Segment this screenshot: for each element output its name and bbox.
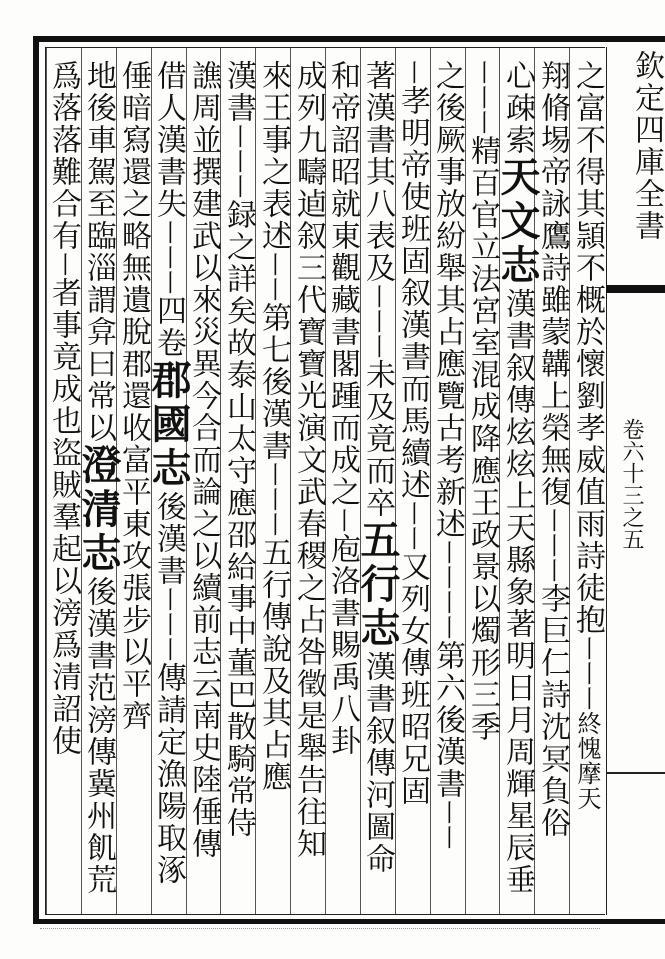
column-text: 者事竟成也: [46, 277, 81, 437]
text-column: [429, 60, 465, 850]
column-text: 李巨仁詩沈冥負俗: [535, 583, 570, 839]
fold-lower-mark: [606, 772, 665, 774]
text-column: [145, 60, 192, 886]
column-text: 五行傳說及其占應: [256, 537, 291, 793]
column-text: 郡還收富平東攻張步以平齊: [116, 348, 151, 732]
text-column: [255, 60, 291, 793]
text-column: [464, 60, 500, 743]
text-column: [115, 60, 151, 732]
juan-number: 卷六十三之五: [619, 418, 644, 550]
column-text: 漢書: [221, 60, 256, 124]
section-heading: 天文志: [494, 156, 541, 288]
column-text: 丨丨丨: [468, 60, 496, 135]
column-text: 心疎索: [500, 60, 535, 156]
column-text: 翔脩埸帝詠鷹詩雖蒙韝上榮無復: [535, 60, 570, 508]
text-column: [394, 60, 430, 807]
column-text: 盜賊羣起以滂爲清詔使: [46, 437, 81, 757]
text-column: [494, 60, 541, 896]
column-text: 四卷: [151, 295, 186, 359]
section-heading: 澄清志: [75, 444, 122, 576]
column-text: 成列九疇逌叙三代寶寶光演文武春稷之占咎徵是舉告往知: [291, 60, 326, 860]
column-text: 丨丨丨: [154, 220, 182, 295]
column-text: 地後車駕至臨淄謂弇曰常以: [81, 60, 116, 444]
column-text: 丨丨: [398, 501, 426, 551]
column-text: 之後厥事放紛舉其占應覽古考新述: [430, 60, 465, 540]
bottom-edge: [40, 928, 600, 943]
column-text: 漢書叙傳炫炫上天縣象著明日月周輝星辰垂: [500, 288, 535, 896]
column-text: 譙周並撰建武以來災異今合而論之以續前志云南史陸倕傳: [186, 60, 221, 860]
column-text: 孝明帝使班固叙漢書而馬續述: [395, 85, 430, 501]
text-column: [75, 60, 122, 896]
column-text: 後漢書: [151, 491, 186, 587]
column-text: 丨丨丨: [538, 508, 566, 583]
center-fold-line: [606, 47, 607, 915]
fold-fishtail-mark: [606, 285, 665, 293]
section-heading: 五行志: [354, 519, 401, 651]
column-text: 丨丨丨丨: [433, 540, 461, 640]
column-text: 和帝詔昭就東觀藏書閣踵而成之: [325, 60, 360, 508]
text-column: [324, 60, 360, 757]
column-text: 丨: [49, 252, 77, 277]
column-text: 精百官立法宮室混成降應王政景以燭形三季: [465, 135, 500, 743]
column-text: 著漢書其八表及: [360, 60, 395, 284]
column-text: 倕暗寫還之略無遺脫: [116, 60, 151, 348]
column-text: 未及竟而卒: [360, 359, 395, 519]
column-text: 又列女傳班昭兄固: [395, 551, 430, 807]
text-column: [354, 60, 401, 875]
column-text: 丨丨丨: [363, 284, 391, 359]
column-text: 丨丨: [433, 800, 461, 850]
book-title: 欽定四庫全書: [629, 50, 664, 242]
column-text: 丨: [398, 60, 426, 85]
column-text: 丨: [328, 508, 356, 533]
text-column: [45, 60, 81, 757]
text-column: [569, 60, 605, 811]
column-text: 第六後漢書: [430, 640, 465, 800]
column-text: 丨丨丨: [154, 587, 182, 662]
column-text: 丨丨丨: [259, 462, 287, 537]
column-text: 傳請定漁陽取涿: [151, 662, 186, 886]
column-text: 録之詳矣故泰山太守應邵給事中董巴散騎常侍: [221, 199, 256, 839]
column-text: 丨丨丨: [224, 124, 252, 199]
text-column: [220, 60, 256, 839]
column-text: 丨丨丨終愧摩天: [573, 636, 601, 811]
text-column: [290, 60, 326, 860]
column-text: 第七後漢書: [256, 302, 291, 462]
column-text: 後漢書范滂傳冀州飢荒: [81, 576, 116, 896]
column-text: 庖洛書賜禹八卦: [325, 533, 360, 757]
column-text: 漢書叙傳河圖命: [360, 651, 395, 875]
column-text: 之富不得其頴不概於懷劉孝威值雨詩徒抱: [570, 60, 605, 636]
column-text: 來王事之表述: [256, 60, 291, 252]
column-text: 借人漢書失: [151, 60, 186, 220]
column-text: 爲落落難合有: [46, 60, 81, 252]
column-text: 丨丨: [259, 252, 287, 302]
section-heading: 郡國志: [145, 359, 192, 491]
